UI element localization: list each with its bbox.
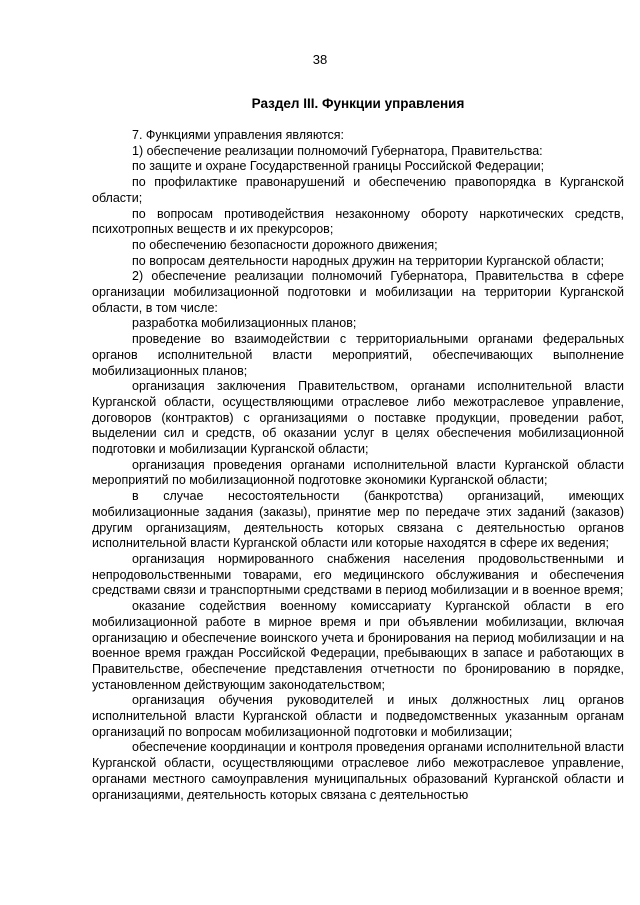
paragraph: в случае несостоятельности (банкротства) организаций, имеющих мобилизационные задания (заказы), принятие мер по передаче этих заданий (заказов) другим организациям, деятельность которых связана с деятельностью органов исполнительной власти Курганской области или которые находятся в сфере их ведения; (92, 489, 624, 551)
paragraph: разработка мобилизационных планов; (132, 316, 357, 331)
paragraph: организация нормированного снабжения населения продовольственными и непродовольственными товарами, его медицинского обслуживания и обеспечения средствами связи и транспортными средствами в период мобилизации и в военное время; (92, 551, 624, 598)
paragraph: проведение во взаимодействии с территориальными органами федеральных органов исполнительной власти мероприятий, обеспечивающих выполнение мобилизационных планов; (92, 332, 624, 378)
paragraph: по вопросам противодействия незаконному обороту наркотических средств, психотропных веществ и их прекурсоров; (92, 206, 624, 237)
paragraph: организация проведения органами исполнительной власти Курганской области мероприятий по мобилизационной подготовке экономики Курганской области; (92, 457, 624, 488)
paragraph: обеспечение координации и контроля проведения органами исполнительной власти Курганской области, осуществляющими отраслевое либо межотраслевое управление, органами местного самоуправления муниципальных образований Курганской области и организациями, деятельность которых связана с деятельностью (92, 740, 624, 802)
paragraph: организация обучения руководителей и иных должностных лиц органов исполнительной власти Курганской области и подведомственных указанным органам организаций по вопросам мобилизационной подготовки и мобилизации; (92, 693, 624, 739)
paragraph: по защите и охране Государственной границы Российской Федерации; (132, 159, 545, 174)
paragraph: по вопросам деятельности народных дружин на территории Курганской области; (132, 253, 605, 268)
paragraph: по профилактике правонарушений и обеспечению правопорядка в Курганской области; (92, 175, 624, 205)
paragraph: 7. Функциями управления являются: (132, 128, 344, 142)
document-body (92, 128, 624, 803)
paragraph: 2) обеспечение реализации полномочий Губернатора, Правительства в сфере организации мобилизационной подготовки и мобилизации на территории Курганской области, в том числе: (92, 269, 624, 315)
section-heading: Раздел III. Функции управления (251, 96, 465, 111)
page-number: 38 (312, 52, 328, 67)
paragraph: по обеспечению безопасности дорожного движения; (132, 237, 438, 252)
paragraph: организация заключения Правительством, органами исполнительной власти Курганской области, осуществляющими отраслевое либо межотраслевое управление, договоров (контрактов) с организациями о поставке продукции, проведении работ, выделении сил и средств, об оказании услуг в целях обеспечения мобилизационной подготовки и мобилизации Курганской области; (92, 379, 624, 457)
paragraph: 1) обеспечение реализации полномочий Губернатора, Правительства: (132, 143, 543, 158)
paragraph: оказание содействия военному комиссариату Курганской области в его мобилизационной работе в мирное время и при объявлении мобилизации, включая организацию и обеспечение воинского учета и бронирования на период мобилизации и на военное время граждан Российской Федерации, пребывающих в запасе и работающих в Правительстве, обеспечение представления отчетности по бронированию в порядке, установленном действующим законодательством; (92, 599, 624, 692)
